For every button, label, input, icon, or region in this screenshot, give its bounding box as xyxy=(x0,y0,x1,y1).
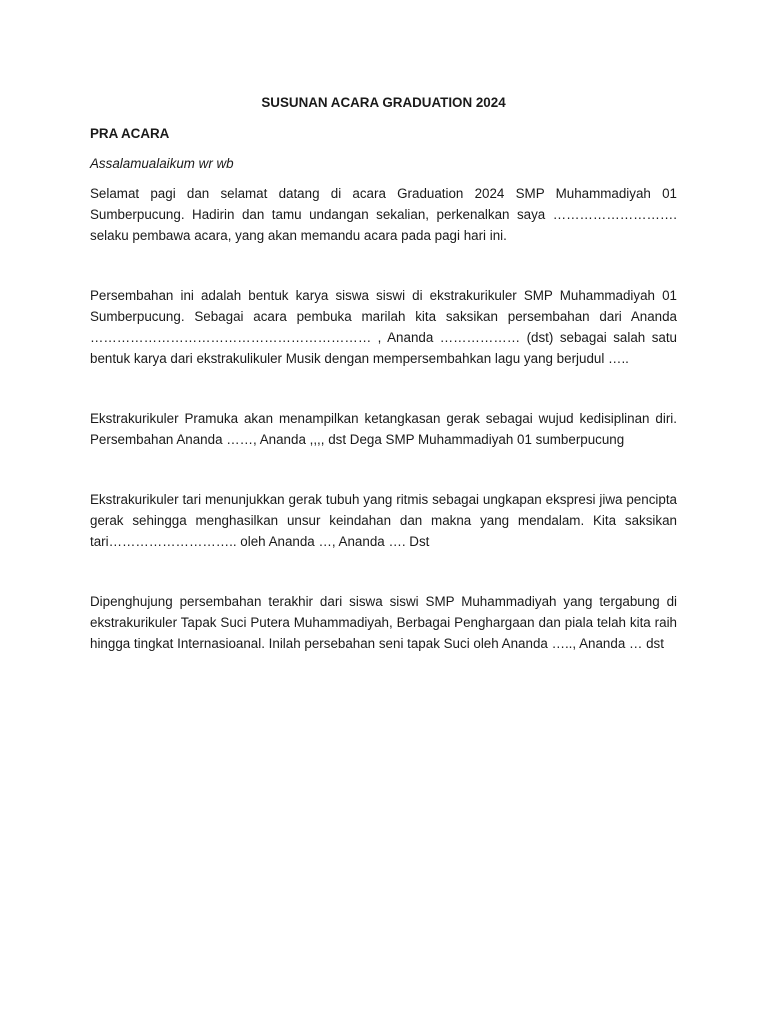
paragraph-dance: Ekstrakurikuler tari menunjukkan gerak tubuh yang ritmis sebagai ungkapan ekspresi jiwa pencipta gerak sehingga menghasilkan unsur keindahan dan makna yang mendalam. Kita saksikan tari……………………….. oleh Ananda …, Ananda …. Dst xyxy=(90,492,677,549)
document-page xyxy=(90,92,677,654)
section-heading: PRA ACARA xyxy=(90,126,170,141)
paragraph-pramuka: Ekstrakurikuler Pramuka akan menampilkan ketangkasan gerak sebagai wujud kedisiplinan diri. Persembahan Ananda ……, Ananda ,,,, dst Dega SMP Muhammadiyah 01 sumberpucung xyxy=(90,411,677,447)
paragraph-tapak-suci: Dipenghujung persembahan terakhir dari siswa siswi SMP Muhammadiyah yang tergabung di ekstrakurikuler Tapak Suci Putera Muhammadiyah, Berbagai Penghargaan dan piala telah kita raih hingga tingkat Internasioanal. Inilah persebahan seni tapak Suci oleh Ananda ….., Ananda … dst xyxy=(90,594,677,651)
paragraph-opening: Selamat pagi dan selamat datang di acara Graduation 2024 SMP Muhammadiyah 01 Sumberpucung. Hadirin dan tamu undangan sekalian, perkenalkan saya ………………………. selaku pembawa acara, yang akan memandu acara pada pagi hari ini. xyxy=(90,186,677,243)
paragraph-music: Persembahan ini adalah bentuk karya siswa siswi di ekstrakurikuler SMP Muhammadiyah 01 Sumberpucung. Sebagai acara pembuka marilah kita saksikan persembahan dari Ananda ……………………………………………………… , Ananda ……………… (dst) sebagai salah satu bentuk karya dari ekstrakulikuler Musik dengan mempersembahkan lagu yang berjudul ….. xyxy=(90,288,677,366)
document-title: SUSUNAN ACARA GRADUATION 2024 xyxy=(261,95,506,110)
greeting-line: Assalamualaikum wr wb xyxy=(90,156,234,171)
